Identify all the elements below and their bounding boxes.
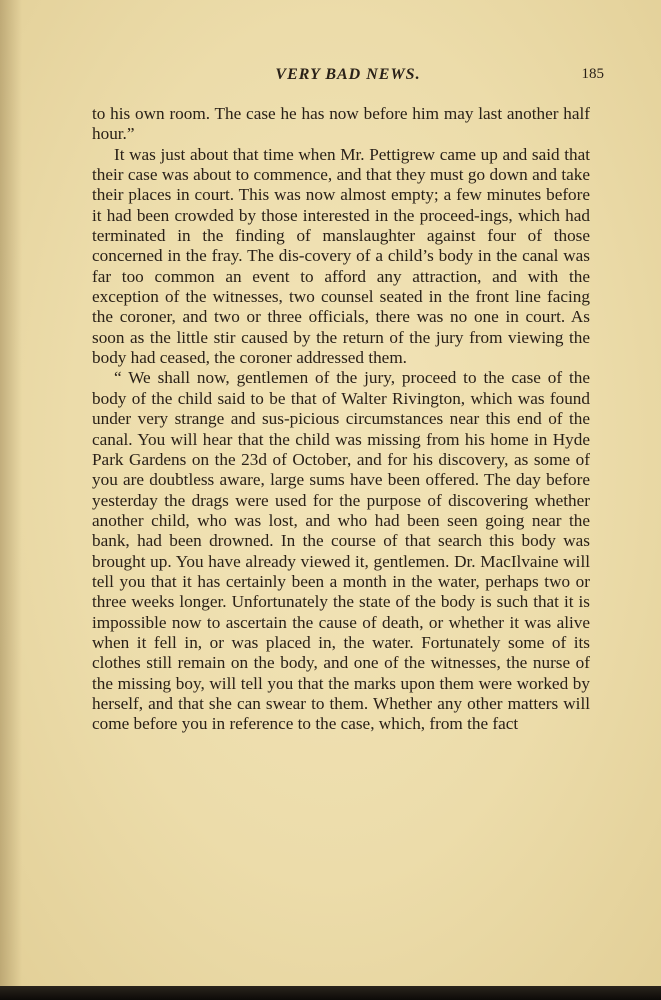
- page-number: 185: [581, 66, 604, 82]
- page-gutter-shadow: [0, 0, 22, 1000]
- running-head: VERY BAD NEWS.: [275, 66, 421, 83]
- body-text: [92, 104, 590, 735]
- paragraph-3: “ We shall now, gentlemen of the jury, proceed to the case of the body of the child said to be that of Walter Rivington, which was found under very strange and sus-picious circumstances near this end of the canal. You will hear that the child was missing from his home in Hyde Park Gardens on the 23d of October, and for his discovery, as some of you are doubtless aware, large sums have been offered. The day before yesterday the drags were used for the purpose of discovering whether another child, who was lost, and who had been seen going near the bank, had been drowned. In the course of that search this body was brought up. You have already viewed it, gentlemen. Dr. MacIlvaine will tell you that it has certainly been a month in the water, perhaps two or three weeks longer. Unfortunately the state of the body is such that it is impossible now to ascertain the cause of death, or whether it was alive when it fell in, or was placed in, the water. Fortunately some of its clothes still remain on the body, and one of the witnesses, the nurse of the missing boy, will tell you that the marks upon them were worked by herself, and that she can swear to them. Whether any other matters will come before you in reference to the case, which, from the fact: [92, 368, 590, 734]
- paragraph-1: to his own room. The case he has now before him may last another half hour.”: [92, 104, 590, 144]
- paragraph-2: It was just about that time when Mr. Pettigrew came up and said that their case was about to commence, and that they must go down and take their places in court. This was now almost empty; a few minutes before it had been crowded by those interested in the proceed-ings, which had terminated in the finding of manslaughter against four of those concerned in the fray. The dis-covery of a child’s body in the canal was far too common an event to afford any attraction, and with the exception of the witnesses, two counsel seated in the front line facing the coroner, and two or three officials, there was no one in court. As soon as the little stir caused by the return of the jury from viewing the body had ceased, the coroner addressed them.: [92, 144, 590, 368]
- page-bottom-edge: [0, 986, 661, 1000]
- page-header: [92, 66, 604, 92]
